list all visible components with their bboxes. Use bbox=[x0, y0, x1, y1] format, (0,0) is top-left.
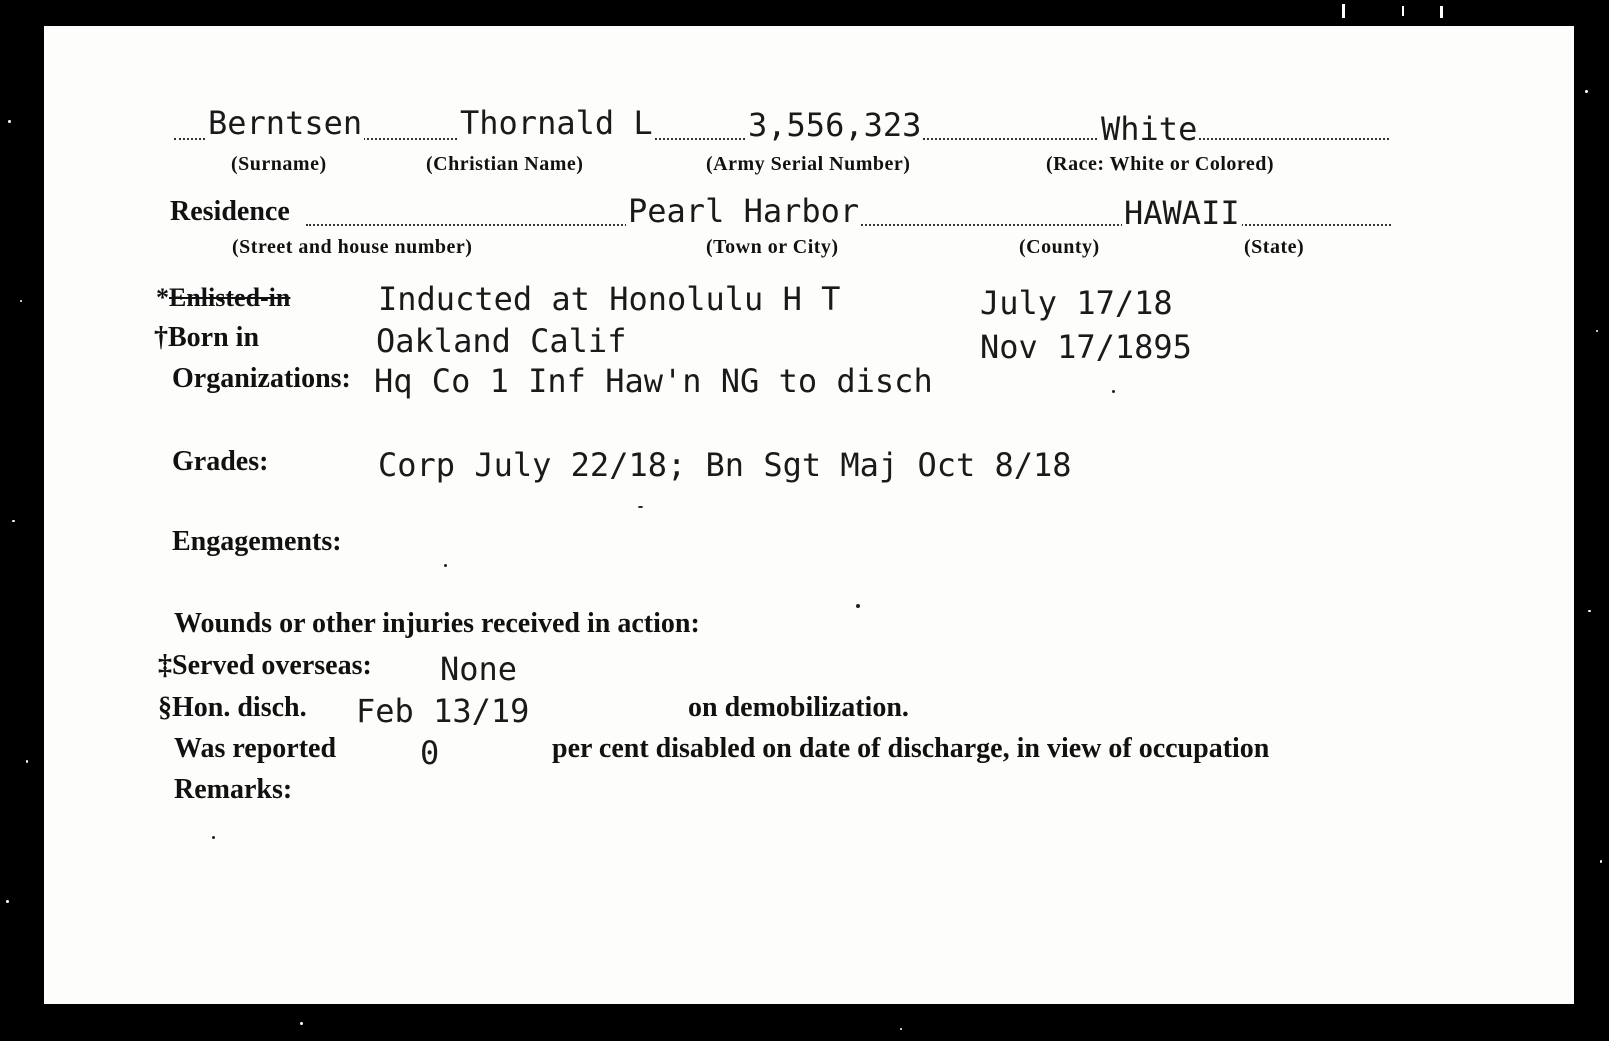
county-caption: (County) bbox=[1019, 236, 1100, 258]
demobilization-label: on demobilization. bbox=[688, 692, 909, 723]
border-speck bbox=[1440, 6, 1443, 18]
enlisted-label bbox=[156, 283, 290, 313]
hon-disch-label: §Hon. disch. bbox=[158, 692, 307, 723]
residence-label: Residence bbox=[170, 196, 290, 227]
serial-number-value: 3,556,323 bbox=[748, 106, 922, 144]
stray-mark bbox=[638, 506, 643, 508]
border-speck bbox=[900, 1028, 902, 1030]
stray-mark bbox=[1112, 390, 1115, 393]
reported-label: Was reported bbox=[174, 733, 337, 764]
state-value: HAWAII bbox=[1124, 194, 1240, 232]
born-date-value: Nov 17/1895 bbox=[980, 328, 1192, 366]
served-overseas-value: None bbox=[440, 650, 518, 688]
border-speck bbox=[6, 900, 9, 903]
engagements-label: Engagements: bbox=[172, 526, 342, 557]
race-caption: (Race: White or Colored) bbox=[1046, 153, 1275, 175]
wounds-label: Wounds or other injuries received in action: bbox=[174, 608, 700, 639]
hon-disch-date-value: Feb 13/19 bbox=[356, 692, 530, 730]
grades-label: Grades: bbox=[172, 446, 269, 477]
border-speck bbox=[300, 1022, 303, 1025]
grades-value: Corp July 22/18; Bn Sgt Maj Oct 8/18 bbox=[378, 446, 1072, 484]
border-speck bbox=[26, 760, 28, 763]
town-value: Pearl Harbor bbox=[628, 192, 860, 230]
enlisted-date-value: July 17/18 bbox=[980, 284, 1173, 322]
border-speck bbox=[1402, 6, 1404, 16]
border-speck bbox=[1600, 860, 1602, 863]
percent-disabled-value: 0 bbox=[420, 734, 440, 772]
stray-mark bbox=[444, 564, 447, 567]
enlisted-label-text: Enlisted-in bbox=[169, 283, 291, 312]
record-card bbox=[44, 26, 1574, 1004]
surname-value: Berntsen bbox=[208, 104, 363, 142]
remarks-label: Remarks: bbox=[174, 774, 293, 805]
stray-mark bbox=[856, 604, 860, 608]
serial-number-caption: (Army Serial Number) bbox=[706, 153, 911, 175]
enlisted-footnote-mark: * bbox=[156, 283, 169, 312]
organizations-label: Organizations: bbox=[172, 363, 351, 394]
race-value: White bbox=[1101, 110, 1198, 148]
stray-mark bbox=[212, 836, 215, 839]
enlisted-in-value: Inducted at Honolulu H T bbox=[378, 280, 841, 318]
percent-disabled-label: per cent disabled on date of discharge, in view of occupation bbox=[552, 733, 1270, 764]
border-speck bbox=[1596, 330, 1598, 332]
border-speck bbox=[1588, 610, 1591, 612]
christian-name-caption: (Christian Name) bbox=[426, 153, 584, 175]
served-overseas-label: ‡Served overseas: bbox=[158, 650, 372, 681]
street-caption: (Street and house number) bbox=[232, 236, 473, 258]
state-caption: (State) bbox=[1244, 236, 1305, 258]
surname-caption: (Surname) bbox=[231, 153, 327, 175]
born-in-value: Oakland Calif bbox=[376, 322, 627, 360]
born-label: †Born in bbox=[154, 322, 260, 353]
border-speck bbox=[20, 300, 22, 302]
christian-name-value: Thornald L bbox=[460, 104, 653, 142]
border-speck bbox=[1342, 4, 1345, 18]
organizations-value: Hq Co 1 Inf Haw'n NG to disch bbox=[374, 362, 933, 400]
border-speck bbox=[12, 520, 15, 522]
town-caption: (Town or City) bbox=[706, 236, 839, 258]
border-speck bbox=[8, 120, 11, 123]
border-speck bbox=[1585, 90, 1588, 93]
